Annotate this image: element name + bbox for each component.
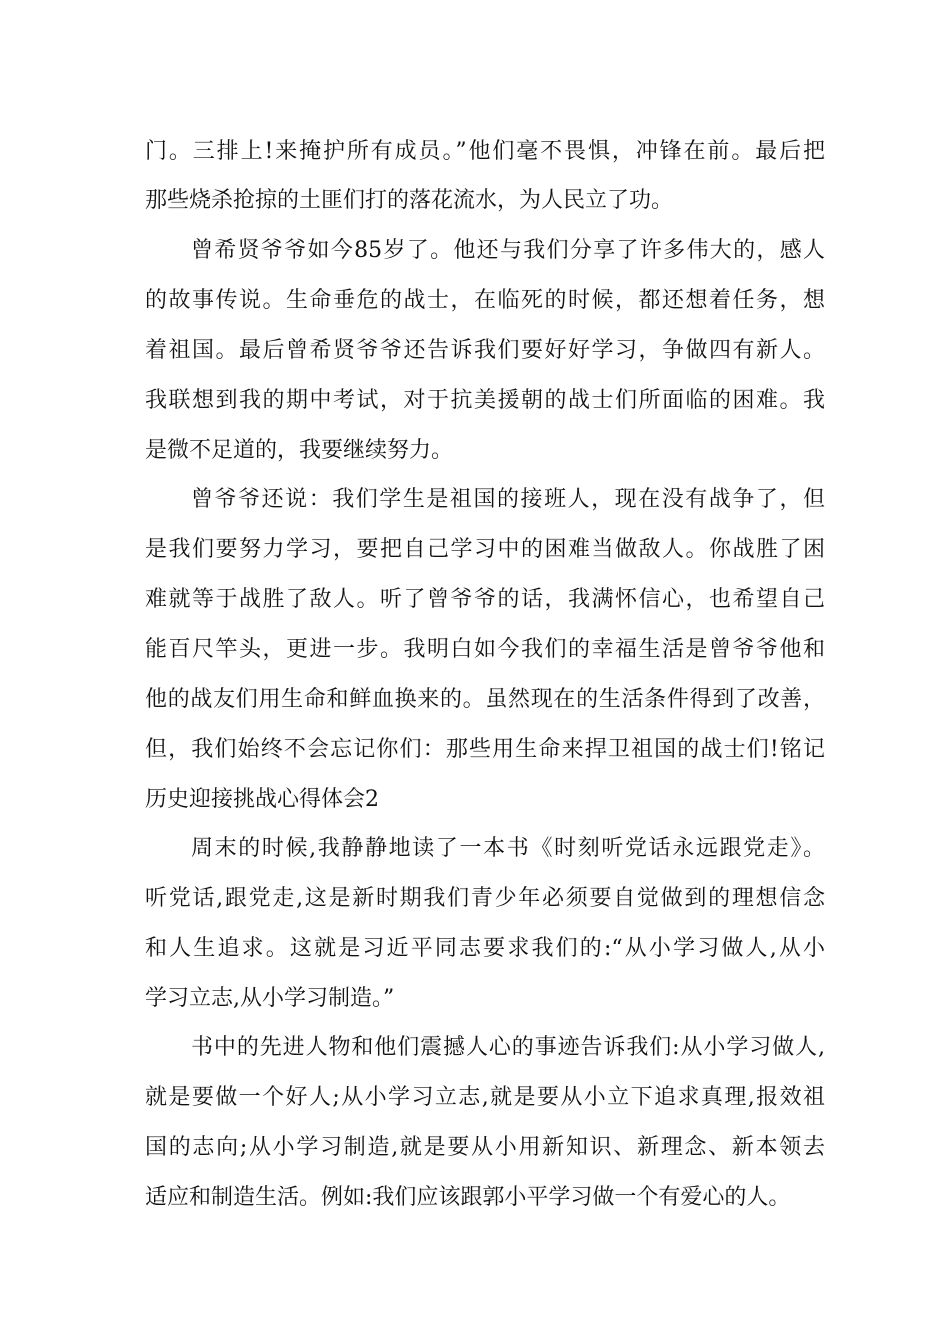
text-line: 能百尺竿头，更进一步。我明白如今我们的幸福生活是曾爷爷他和 <box>145 637 825 662</box>
text-line: 周末的时候,我静静地读了一本书《时刻听党话永远跟党走》。 <box>191 836 825 861</box>
text-line: 和人生追求。这就是习近平同志要求我们的:“从小学习做人,从小 <box>145 936 825 961</box>
text-line: 门。三排上!来掩护所有成员。”他们毫不畏惧，冲锋在前。最后把 <box>145 139 825 164</box>
text-line: 就是要做一个好人;从小学习立志,就是要从小立下追求真理,报效祖 <box>145 1085 825 1110</box>
text-line: 我联想到我的期中考试，对于抗美援朝的战士们所面临的困难。我 <box>145 388 825 413</box>
text-line: 国的志向;从小学习制造,就是要从小用新知识、新理念、新本领去 <box>145 1135 825 1160</box>
text-line: 曾希贤爷爷如今85岁了。他还与我们分享了许多伟大的，感人 <box>191 238 825 263</box>
text-line: 他的战友们用生命和鲜血换来的。虽然现在的生活条件得到了改善， <box>145 687 825 712</box>
text-line: 的故事传说。生命垂危的战士，在临死的时候，都还想着任务，想 <box>145 288 825 313</box>
text-line: 但，我们始终不会忘记你们：那些用生命来捍卫祖国的战士们!铭记 <box>145 737 825 762</box>
text-line: 难就等于战胜了敌人。听了曾爷爷的话，我满怀信心，也希望自己 <box>145 587 825 612</box>
text-line: 学习立志,从小学习制造。” <box>145 986 395 1011</box>
text-line: 历史迎接挑战心得体会2 <box>145 787 379 812</box>
text-line: 那些烧杀抢掠的土匪们打的落花流水，为人民立了功。 <box>145 188 674 213</box>
text-line: 曾爷爷还说：我们学生是祖国的接班人，现在没有战争了，但 <box>191 487 825 512</box>
text-line: 听党话,跟党走,这是新时期我们青少年必须要自觉做到的理想信念 <box>145 886 825 911</box>
text-line: 书中的先进人物和他们震撼人心的事迹告诉我们:从小学习做人, <box>191 1035 825 1060</box>
text-line: 着祖国。最后曾希贤爷爷还告诉我们要好好学习，争做四有新人。 <box>145 338 825 363</box>
text-line: 适应和制造生活。例如:我们应该跟郭小平学习做一个有爱心的人。 <box>145 1185 791 1210</box>
text-line: 是我们要努力学习，要把自己学习中的困难当做敌人。你战胜了困 <box>145 537 825 562</box>
text-line: 是微不足道的，我要继续努力。 <box>145 438 454 463</box>
